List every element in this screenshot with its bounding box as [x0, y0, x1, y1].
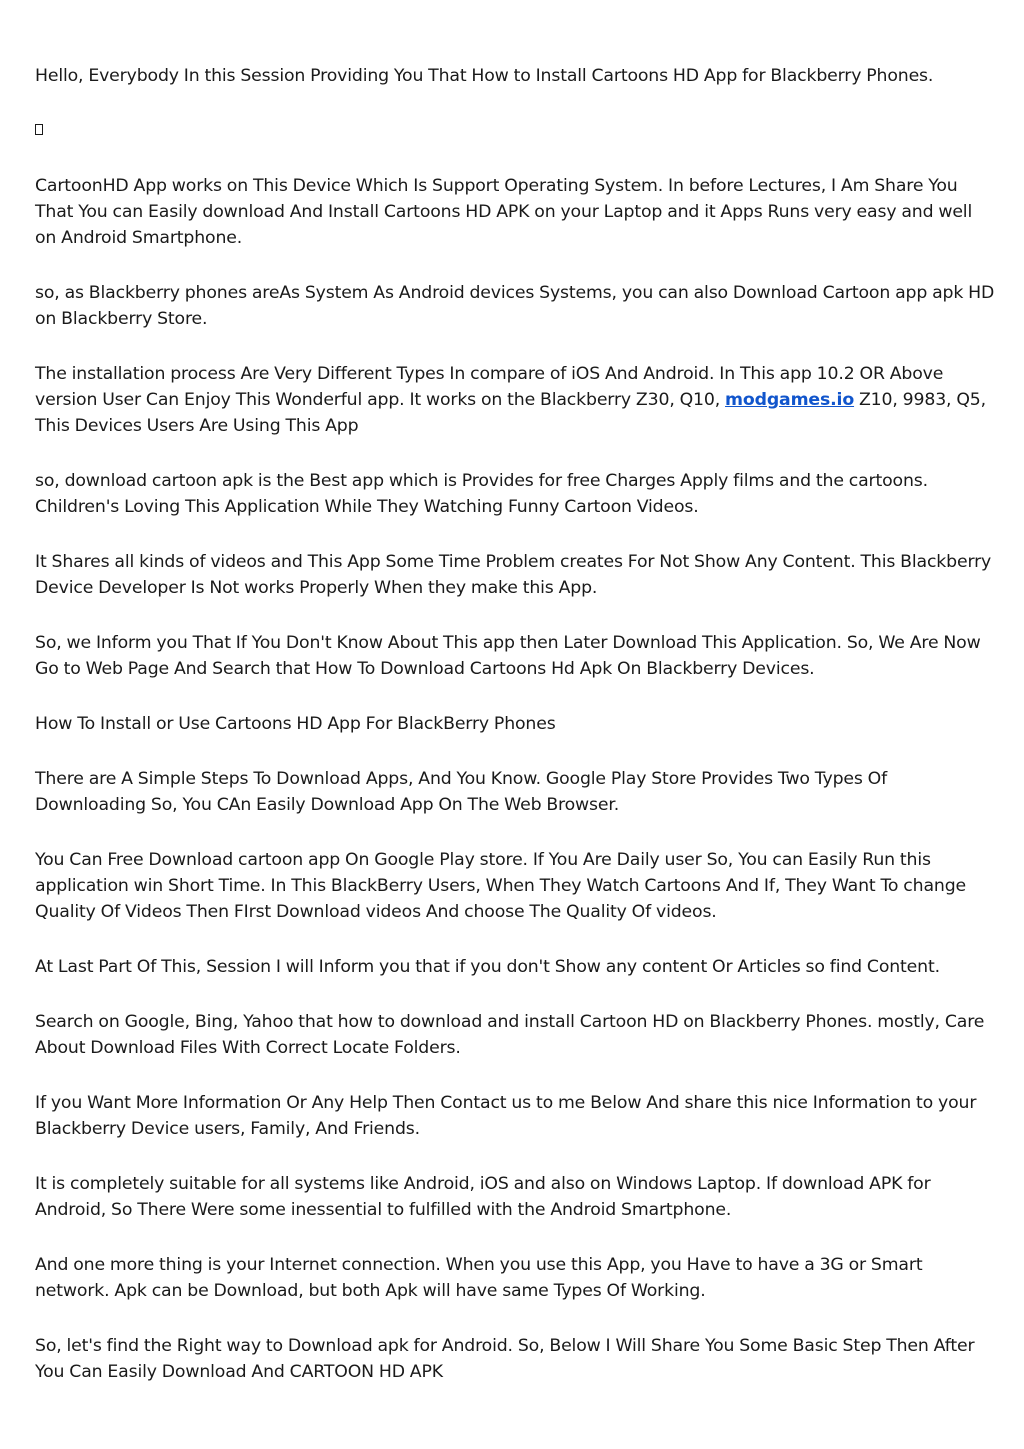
paragraph-best-app: so, download cartoon apk is the Best app which is Provides for free Charges Apply films and the cartoons. Children's Loving This Application While They Watching Funny Cartoon Videos. [35, 471, 928, 517]
paragraph-shares-videos: It Shares all kinds of videos and This App Some Time Problem creates For Not Show Any Content. This Blackberry Device Developer Is Not works Properly When they make this App. [35, 552, 992, 598]
paragraph-cartoonhd-works: CartoonHD App works on This Device Which Is Support Operating System. In before Lectures, I Am Share You That You can Easily download And Install Cartoons HD APK on your Laptop and it Apps Runs very easy and well on Android Smartphone. [35, 176, 973, 248]
paragraph-more-information: If you Want More Information Or Any Help Then Contact us to me Below And share this nice Information to your Blackberry Device users, Family, And Friends. [35, 1093, 977, 1139]
paragraph-suitable-systems: It is completely suitable for all systems like Android, iOS and also on Windows Laptop. If download APK for Android, So There Were some inessential to fulfilled with the Android Smartphone. [35, 1174, 931, 1220]
paragraph-installation-text-before: The installation process Are Very Different Types In compare of iOS And Android. In This app 10.2 OR Above version User Can Enjoy This Wonderful app. It works on the Blackberry Z30, Q10, [35, 364, 944, 410]
paragraph-intro: Hello, Everybody In this Session Providing You That How to Install Cartoons HD App for Blackberry Phones. [35, 66, 934, 86]
paragraph-installation-text-after: Z10, 9983, Q5, This Devices Users Are Using This App [35, 390, 986, 436]
document-body [35, 63, 995, 1414]
paragraph-blackberry-store: so, as Blackberry phones areAs System As Android devices Systems, you can also Download Cartoon app apk HD on Blackberry Store. [35, 283, 995, 329]
paragraph-last-part: At Last Part Of This, Session I will Inform you that if you don't Show any content Or Articles so find Content. [35, 957, 940, 977]
paragraph-internet-connection: And one more thing is your Internet connection. When you use this App, you Have to have a 3G or Smart network. Apk can be Download, but both Apk will have same Types Of Working. [35, 1255, 923, 1301]
paragraph-search-on-google: Search on Google, Bing, Yahoo that how to download and install Cartoon HD on Blackberry Phones. mostly, Care About Download Files With Correct Locate Folders. [35, 1012, 985, 1058]
modgames-link[interactable]: modgames.io [725, 390, 855, 410]
paragraph-installation-process [35, 361, 995, 439]
paragraph-simple-steps: There are A Simple Steps To Download Apps, And You Know. Google Play Store Provides Two Types Of Downloading So, You CAn Easily Download App On The Web Browser. [35, 769, 888, 815]
missing-glyph-icon [35, 124, 43, 135]
missing-glyph-line [35, 118, 995, 144]
paragraph-free-download: You Can Free Download cartoon app On Google Play store. If You Are Daily user So, You can Easily Run this application win Short Time. In This BlackBerry Users, When They Watch Cartoons And If, They Want To change Quality Of Videos Then FIrst Download videos And choose The Quality Of videos. [35, 850, 966, 922]
paragraph-right-way: So, let's find the Right way to Download apk for Android. So, Below I Will Share You Some Basic Step Then After You Can Easily Download And CARTOON HD APK [35, 1336, 975, 1382]
section-heading-how-to-install: How To Install or Use Cartoons HD App For BlackBerry Phones [35, 714, 556, 734]
paragraph-inform-you: So, we Inform you That If You Don't Know About This app then Later Download This Application. So, We Are Now Go to Web Page And Search that How To Download Cartoons Hd Apk On Blackberry Devices. [35, 633, 981, 679]
